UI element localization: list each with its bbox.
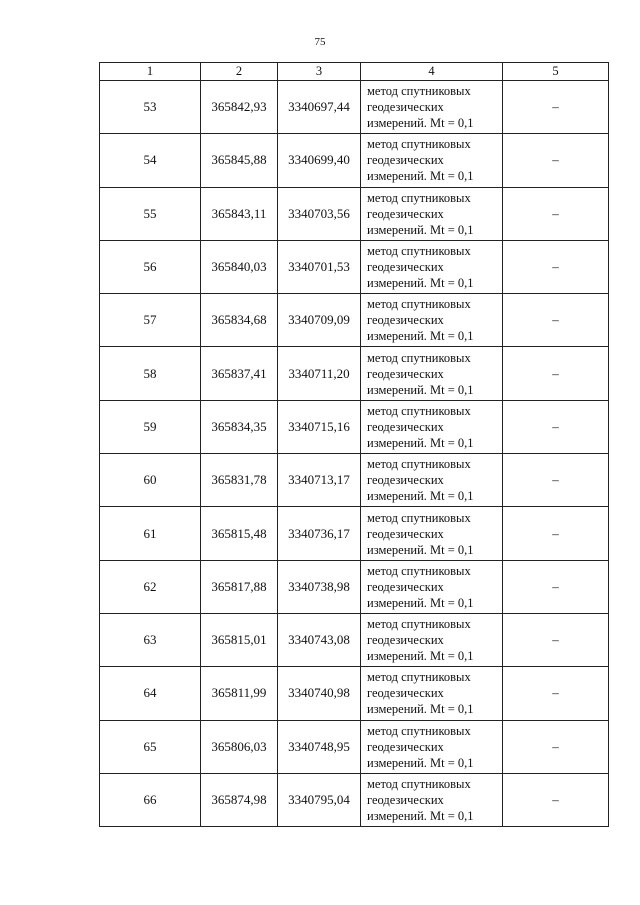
point-number: 66 [100, 773, 201, 826]
column-header-3: 3 [278, 63, 361, 81]
table-header [100, 63, 609, 81]
method-line-3: измерений. Mt = 0,1 [367, 595, 474, 610]
table-row [100, 667, 609, 720]
coordinate-y: 3340713,17 [278, 454, 361, 507]
coordinate-x: 365843,11 [201, 187, 278, 240]
column-header-4: 4 [361, 63, 503, 81]
method-line-2: геодезических [367, 366, 444, 381]
coordinate-x: 365806,03 [201, 720, 278, 773]
table-row [100, 134, 609, 187]
coordinate-y: 3340743,08 [278, 613, 361, 666]
coordinate-x: 365845,88 [201, 134, 278, 187]
point-number: 56 [100, 240, 201, 293]
table-row [100, 240, 609, 293]
method-line-1: метод спутниковых [367, 297, 471, 312]
method-line-1: метод спутниковых [367, 670, 471, 685]
header-row [100, 63, 609, 81]
table-body [100, 81, 609, 827]
note: – [503, 294, 609, 347]
note: – [503, 347, 609, 400]
method-line-3: измерений. Mt = 0,1 [367, 116, 474, 131]
note: – [503, 560, 609, 613]
method-line-2: геодезических [367, 579, 444, 594]
method-line-1: метод спутниковых [367, 510, 471, 525]
table-row [100, 400, 609, 453]
method-line-2: геодезических [367, 686, 444, 701]
note: – [503, 720, 609, 773]
coordinate-y: 3340738,98 [278, 560, 361, 613]
method-line-1: метод спутниковых [367, 244, 471, 259]
coordinates-table [99, 62, 609, 827]
method-line-1: метод спутниковых [367, 777, 471, 791]
coordinate-y: 3340715,16 [278, 400, 361, 453]
coordinate-y: 3340701,53 [278, 240, 361, 293]
table-row [100, 294, 609, 347]
measurement-method [361, 400, 503, 453]
coordinate-x: 365817,88 [201, 560, 278, 613]
note: – [503, 81, 609, 134]
coordinate-y: 3340699,40 [278, 134, 361, 187]
note: – [503, 507, 609, 560]
measurement-method [361, 507, 503, 560]
note: – [503, 667, 609, 720]
coordinate-x: 365874,98 [201, 773, 278, 826]
table-row [100, 720, 609, 773]
method-line-1: метод спутниковых [367, 723, 471, 738]
method-line-2: геодезических [367, 206, 444, 221]
method-line-3: измерений. Mt = 0,1 [367, 276, 474, 291]
measurement-method [361, 720, 503, 773]
measurement-method [361, 560, 503, 613]
method-line-1: метод спутниковых [367, 457, 471, 472]
point-number: 65 [100, 720, 201, 773]
table-row [100, 187, 609, 240]
method-line-1: метод спутниковых [367, 190, 471, 205]
note: – [503, 187, 609, 240]
note: – [503, 134, 609, 187]
measurement-method [361, 347, 503, 400]
measurement-method [361, 667, 503, 720]
coordinate-x: 365840,03 [201, 240, 278, 293]
coordinate-x: 365815,48 [201, 507, 278, 560]
method-line-2: геодезических [367, 526, 444, 541]
method-line-2: геодезических [367, 739, 444, 754]
method-line-1: метод спутниковых [367, 617, 471, 632]
column-header-1: 1 [100, 63, 201, 81]
coordinate-y: 3340711,20 [278, 347, 361, 400]
method-line-2: геодезических [367, 313, 444, 328]
method-line-3: измерений. Mt = 0,1 [367, 489, 474, 504]
point-number: 64 [100, 667, 201, 720]
point-number: 63 [100, 613, 201, 666]
coordinate-x: 365831,78 [201, 454, 278, 507]
coordinate-y: 3340709,09 [278, 294, 361, 347]
coordinate-x: 365834,68 [201, 294, 278, 347]
method-line-3: измерений. Mt = 0,1 [367, 329, 474, 344]
coordinate-y: 3340795,04 [278, 773, 361, 826]
method-line-1: метод спутниковых [367, 137, 471, 152]
coordinate-y: 3340748,95 [278, 720, 361, 773]
method-line-3: измерений. Mt = 0,1 [367, 169, 474, 184]
note: – [503, 773, 609, 826]
method-line-2: геодезических [367, 100, 444, 115]
measurement-method [361, 240, 503, 293]
note: – [503, 240, 609, 293]
point-number: 61 [100, 507, 201, 560]
method-line-1: метод спутниковых [367, 563, 471, 578]
method-line-3: измерений. Mt = 0,1 [367, 435, 474, 450]
coordinate-y: 3340736,17 [278, 507, 361, 560]
method-line-2: геодезических [367, 793, 444, 807]
note: – [503, 400, 609, 453]
measurement-method [361, 773, 503, 826]
coordinate-x: 365834,35 [201, 400, 278, 453]
point-number: 60 [100, 454, 201, 507]
table-row [100, 347, 609, 400]
point-number: 59 [100, 400, 201, 453]
method-line-3: измерений. Mt = 0,1 [367, 222, 474, 237]
method-line-2: геодезических [367, 260, 444, 275]
coordinate-x: 365811,99 [201, 667, 278, 720]
coordinate-y: 3340703,56 [278, 187, 361, 240]
page-number: 75 [314, 36, 326, 48]
table-row [100, 560, 609, 613]
method-line-2: геодезических [367, 153, 444, 168]
table-row [100, 81, 609, 134]
note: – [503, 454, 609, 507]
measurement-method [361, 613, 503, 666]
coordinate-y: 3340697,44 [278, 81, 361, 134]
table-row [100, 454, 609, 507]
method-line-3: измерений. Mt = 0,1 [367, 542, 474, 557]
method-line-1: метод спутниковых [367, 403, 471, 418]
method-line-3: измерений. Mt = 0,1 [367, 809, 474, 823]
table-row [100, 507, 609, 560]
method-line-3: измерений. Mt = 0,1 [367, 382, 474, 397]
point-number: 55 [100, 187, 201, 240]
method-line-3: измерений. Mt = 0,1 [367, 755, 474, 770]
method-line-2: геодезических [367, 633, 444, 648]
point-number: 54 [100, 134, 201, 187]
column-header-5: 5 [503, 63, 609, 81]
method-line-2: геодезических [367, 473, 444, 488]
table-row [100, 773, 609, 826]
method-line-1: метод спутниковых [367, 84, 471, 99]
coordinate-x: 365842,93 [201, 81, 278, 134]
measurement-method [361, 187, 503, 240]
method-line-3: измерений. Mt = 0,1 [367, 649, 474, 664]
point-number: 53 [100, 81, 201, 134]
coordinate-x: 365815,01 [201, 613, 278, 666]
method-line-2: геодезических [367, 419, 444, 434]
point-number: 57 [100, 294, 201, 347]
point-number: 58 [100, 347, 201, 400]
measurement-method [361, 81, 503, 134]
coordinate-y: 3340740,98 [278, 667, 361, 720]
measurement-method [361, 294, 503, 347]
column-header-2: 2 [201, 63, 278, 81]
point-number: 62 [100, 560, 201, 613]
measurement-method [361, 134, 503, 187]
measurement-method [361, 454, 503, 507]
method-line-3: измерений. Mt = 0,1 [367, 702, 474, 717]
coordinate-x: 365837,41 [201, 347, 278, 400]
method-line-1: метод спутниковых [367, 350, 471, 365]
table-row [100, 613, 609, 666]
note: – [503, 613, 609, 666]
